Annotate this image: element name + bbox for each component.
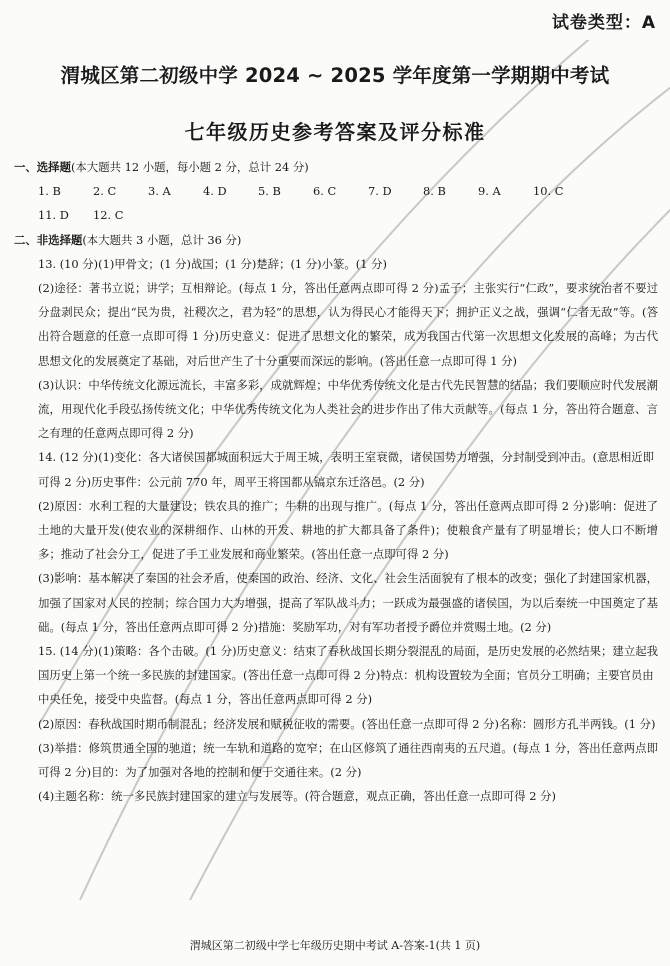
- mc-answer: 9. A: [478, 184, 501, 199]
- q13-part2: (2)途径：著书立说；讲学；互相辩论。(每点 1 分，答出任意两点即可得 2 分)孟子；主张实行“仁政”，要求统治者不要过分盘剥民众；提出“民为贵，社稷次之，君为轻”的思想，认为得民心才能得天下；拥护正义之战，强调“仁者无敌”等。(答出符合题意的任意一点即可得 1 分)历史意义：促进了思想文化的繁荣，成为我国古代第一次思想文化发展的高峰；为古代思想文化的发展奠定了基础，对后世产生了十分重要而深远的影响。(答出任意一点即可得 1 分): [38, 281, 658, 368]
- mc-answer: 1. B: [38, 184, 61, 199]
- q15-part3: (3)举措：修筑贯通全国的驰道；统一车轨和道路的宽窄；在山区修筑了通往西南夷的五尺道。(每点 1 分，答出任意两点即可得 2 分)目的：为了加强对各地的控制和便于交通往来。(2 分): [38, 740, 658, 780]
- exam-title: 渭城区第二初级中学 2024 ~ 2025 学年度第一学期期中考试: [60, 64, 610, 87]
- mc-answer: 8. B: [423, 184, 446, 199]
- mc-answer: 2. C: [93, 184, 117, 199]
- section-2-title: 二、非选择题: [14, 232, 83, 247]
- q15-part4: (4)主题名称：统一多民族封建国家的建立与发展等。(符合题意，观点正确，答出任意一点即可得 2 分): [38, 789, 556, 804]
- section-1-heading: [14, 155, 658, 179]
- mc-answer-row-1: [14, 179, 658, 203]
- mc-answer: 12. C: [93, 208, 124, 223]
- section-1-note: (本大题共 12 小题，每小题 2 分，总计 24 分): [70, 160, 309, 174]
- mc-answer: 7. D: [368, 184, 392, 199]
- q15-part2: (2)原因：春秋战国时期币制混乱；经济发展和赋税征收的需要。(答出任意一点即可得 2 分)名称：圆形方孔半两钱。(1 分): [38, 716, 656, 731]
- mc-answer-row-2: [14, 203, 658, 227]
- paper-type-label: 试卷类型：A: [551, 13, 656, 33]
- q14-part2: (2)原因：水利工程的大量建设；铁农具的推广；牛耕的出现与推广。(每点 1 分，答出任意两点即可得 2 分)影响：促进了土地的大量开发(使农业的深耕细作、山林的开发、耕地的扩大都具备了条件)；使粮食产量有了明显增长；使人口不断增多；推动了社会分工，促进了手工业发展和商业繁荣。(答出任意一点即可得 2 分): [38, 498, 658, 562]
- mc-answer: 3. A: [148, 184, 171, 199]
- q13-part1: 13. (10 分)(1)甲骨文；(1 分)战国；(1 分)楚辞；(1 分)小篆。(1 分): [38, 256, 387, 271]
- mc-answer: 4. D: [203, 184, 227, 199]
- answer-content: [14, 155, 658, 808]
- q14-part1: 14. (12 分)(1)变化：各大诸侯国都城面积远大于周王城，表明王室衰微，诸侯国势力增强，分封制受到冲击。(意思相近即可得 2 分)历史事件：公元前 770 年，周平王将国都从镐京东迁洛邑。(2 分): [38, 450, 655, 489]
- section-2-note: (本大题共 3 小题，总计 36 分): [82, 232, 242, 247]
- q14-part3: (3)影响：基本解决了秦国的社会矛盾，使秦国的政治、经济、文化、社会生活面貌有了根本的改变；强化了封建国家机器，加强了国家对人民的控制；综合国力大为增强，提高了军队战斗力；一跃成为最强盛的诸侯国，为以后秦统一中国奠定了基础。(每点 1 分，答出任意两点即可得 2 分)措施：奖励军功，对有军功者授予爵位并赏赐土地。(2 分): [38, 571, 658, 634]
- q13-part3: (3)认识：中华传统文化源远流长，丰富多彩，成就辉煌；中华优秀传统文化是古代先民智慧的结晶；我们要顺应时代发展潮流，用现代化手段弘扬传统文化；中华优秀传统文化为人类社会的进步作出了伟大贡献等。(每点 1 分，答出符合题意、言之有理的任意两点即可得 2 分): [38, 377, 658, 441]
- section-2-heading: [14, 228, 658, 252]
- mc-answer: 6. C: [313, 184, 337, 199]
- page-footer: 渭城区第二初级中学七年级历史期中考试 A-答案-1(共 1 页): [189, 939, 481, 952]
- mc-answer: 5. B: [258, 184, 281, 199]
- section-1-title: 一、选择题: [14, 160, 71, 174]
- exam-subtitle: 七年级历史参考答案及评分标准: [184, 120, 486, 144]
- mc-answer: 11. D: [38, 208, 69, 223]
- mc-answer: 10. C: [533, 184, 564, 199]
- q15-part1: 15. (14 分)(1)策略：各个击破。(1 分)历史意义：结束了春秋战国长期分裂混乱的局面，是历史发展的必然结果；建立起我国历史上第一个统一多民族的封建国家。(答出任意一点即可得 2 分)特点：机构设置较为全面；官员分工明确；主要官员由中央任免，接受中央监督。(每点 1 分，答出任意两点即可得 2 分): [38, 644, 658, 707]
